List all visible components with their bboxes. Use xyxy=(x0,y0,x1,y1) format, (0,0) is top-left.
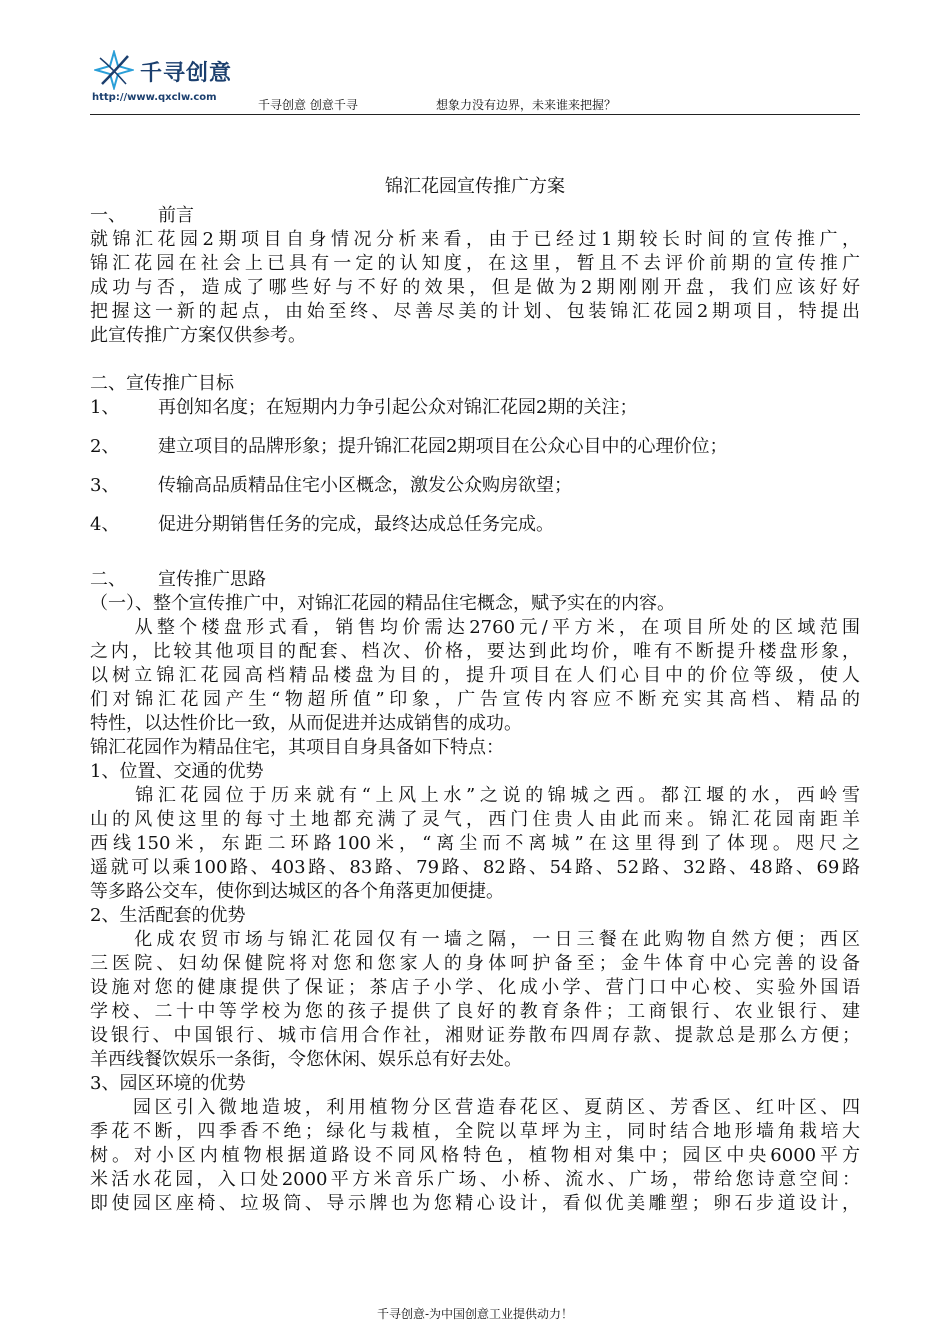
heading-number: 二、 xyxy=(90,569,126,590)
paragraph-line: 把握这一新的起点，由始至终、尽善尽美的计划、包装锦汇花园2期项目，特提出 xyxy=(90,301,860,322)
paragraph-line: 设施对您的健康提供了保证；茶店子小学、化成小学、营门口中心校、实验外国语 xyxy=(90,977,860,998)
paragraph-line: 季花不断，四季香不绝；绿化与栽植，全院以草坪为主，同时结合地形墙角栽培大 xyxy=(90,1121,860,1142)
paragraph-line: 园区引入微地造坡，利用植物分区营造春花区、夏荫区、芳香区、红叶区、四 xyxy=(90,1097,860,1118)
heading-number: 一、 xyxy=(90,205,126,226)
paragraph-line: 等多路公交车，使你到达城区的各个角落更加便捷。 xyxy=(90,881,504,902)
logo-star-icon xyxy=(94,50,134,90)
feature-heading: 1、位置、交通的优势 xyxy=(90,761,264,782)
goal-item: 4、 促进分期销售任务的完成，最终达成总任务完成。 xyxy=(90,514,554,535)
paragraph-line: 特性，以达性价比一致，从而促进并达成销售的成功。 xyxy=(90,713,522,734)
paragraph-line: 化成农贸市场与锦汇花园仅有一墙之隔，一日三餐在此购物自然方便；西区 xyxy=(90,929,860,950)
paragraph-line: 羊西线餐饮娱乐一条街，令您休闲、娱乐总有好去处。 xyxy=(90,1049,522,1070)
paragraph-line: 锦汇花园在社会上已具有一定的认知度，在这里，暂且不去评价前期的宣传推广 xyxy=(90,253,860,274)
paragraph-line: 们对锦汇花园产生“物超所值”印象，广告宣传内容应不断充实其高档、精品的 xyxy=(90,689,860,710)
document-body xyxy=(90,170,860,1216)
paragraph-line: 之内，比较其他项目的配套、档次、价格，要达到此均价，唯有不断提升楼盘形象， xyxy=(90,641,860,662)
section-heading-ideas xyxy=(90,568,860,592)
feature-heading: 2、生活配套的优势 xyxy=(90,905,246,926)
goal-item: 3、 传输高品质精品住宅小区概念，激发公众购房欲望； xyxy=(90,475,572,496)
paragraph-line: 设银行、中国银行、城市信用合作社，湘财证券散布四周存款、提款总是那么方便； xyxy=(90,1025,860,1046)
page-footer: 千寻创意-为中国创意工业提供动力！ xyxy=(376,1307,574,1321)
subsection-heading: （一）、整个宣传推广中，对锦汇花园的精品住宅概念，赋予实在的内容。 xyxy=(90,593,675,614)
paragraph-line: 即使园区座椅、垃圾筒、导示牌也为您精心设计，看似优美雕塑；卵石步道设计， xyxy=(90,1193,860,1214)
section-heading-preface xyxy=(90,204,860,228)
paragraph-line: 此宣传推广方案仅供参考。 xyxy=(90,325,306,346)
brand-url[interactable]: http://www.qxclw.com xyxy=(92,92,217,103)
paragraph-line: 山的风使这里的每寸土地都充满了灵气，西门住贵人由此而来。锦汇花园南距羊 xyxy=(90,809,860,830)
features-intro: 锦汇花园作为精品住宅，其项目自身具备如下特点： xyxy=(90,737,504,758)
paragraph-line: 遥就可以乘100路、403路、83路、79路、82路、54路、52路、32路、48路、69路 xyxy=(90,857,860,878)
slogan-right: 想象力没有边界，未来谁来把握？ xyxy=(436,98,617,112)
paragraph-line: 学校、二十中等学校为您的孩子提供了良好的教育条件；工商银行、农业银行、建 xyxy=(90,1001,860,1022)
document-title: 锦汇花园宣传推广方案 xyxy=(385,176,565,197)
paragraph-line: 就锦汇花园2期项目自身情况分析来看，由于已经过1期较长时间的宣传推广， xyxy=(90,229,860,250)
heading-text: 宣传推广思路 xyxy=(158,569,266,590)
feature-heading: 3、园区环境的优势 xyxy=(90,1073,246,1094)
section-heading-goals: 二、宣传推广目标 xyxy=(90,373,234,394)
paragraph-line: 树。对小区内植物根据道路设不同风格特色，植物相对集中；园区中央6000平方 xyxy=(90,1145,860,1166)
header-divider xyxy=(90,114,860,115)
paragraph-line: 三医院、妇幼保健院将对您和您家人的身体呵护备至；金牛体育中心完善的设备 xyxy=(90,953,860,974)
brand-name: 千寻创意 xyxy=(140,61,233,86)
paragraph-line: 锦汇花园位于历来就有“上风上水”之说的锦城之西。都江堰的水，西岭雪 xyxy=(90,785,860,806)
paragraph-line: 西线150米，东距二环路100米，“离尘而不离城”在这里得到了体现。咫尺之 xyxy=(90,833,860,854)
slogan-left: 千寻创意 创意千寻 xyxy=(258,98,358,112)
paragraph-line: 以树立锦汇花园高档精品楼盘为目的，提升项目在人们心目中的价位等级，使人 xyxy=(90,665,860,686)
goal-item: 1、 再创知名度；在短期内力争引起公众对锦汇花园2期的关注； xyxy=(90,397,638,418)
paragraph-line: 成功与否，造成了哪些好与不好的效果，但是做为2期刚刚开盘，我们应该好好 xyxy=(90,277,860,298)
paragraph-line: 从整个楼盘形式看，销售均价需达2760元/平方米，在项目所处的区域范围 xyxy=(90,617,860,638)
page-header xyxy=(90,50,860,116)
heading-text: 前言 xyxy=(158,205,194,226)
goal-item: 2、 建立项目的品牌形象；提升锦汇花园2期项目在公众心目中的心理价位； xyxy=(90,436,728,457)
paragraph-line: 米活水花园，入口处2000平方米音乐广场、小桥、流水、广场，带给您诗意空间： xyxy=(90,1169,860,1190)
